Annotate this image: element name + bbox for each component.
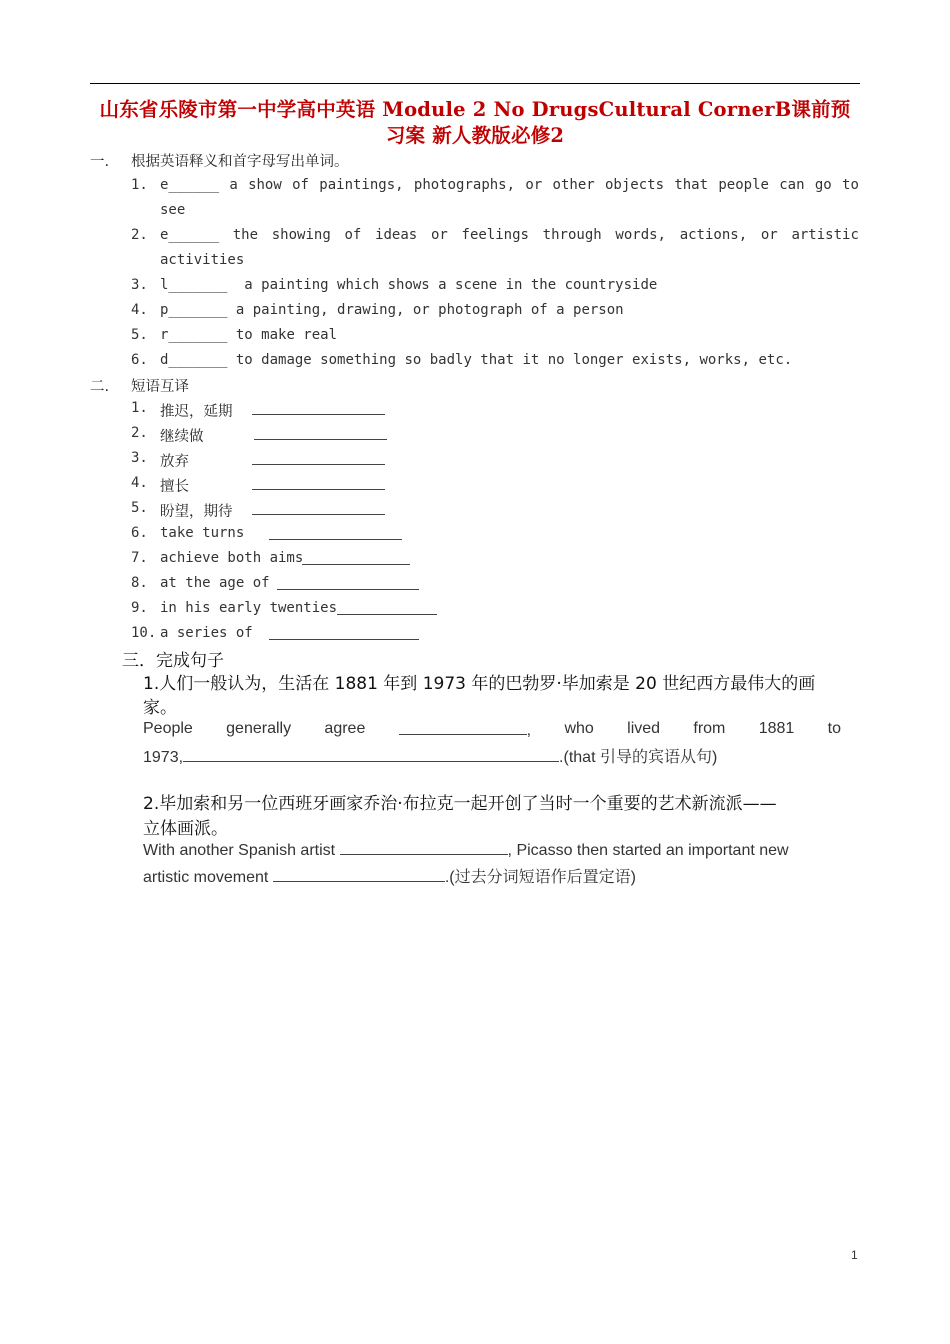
item-number: 1. bbox=[131, 177, 148, 193]
phrase-text: 擅长 bbox=[160, 479, 189, 495]
phrase-text: a series of bbox=[160, 625, 253, 641]
answer-blank bbox=[252, 450, 385, 465]
phrase-text: achieve both aims bbox=[160, 550, 304, 566]
q1-line2-start: 1973, bbox=[143, 749, 184, 766]
word: 1881 bbox=[758, 720, 795, 737]
answer-blank bbox=[252, 500, 385, 515]
vocab-blank: r_______ bbox=[160, 327, 228, 343]
q2-line1-end: , Picasso then started an important new bbox=[507, 842, 789, 859]
document-title bbox=[90, 97, 860, 149]
phrase-text: 推迟，延期 bbox=[160, 404, 233, 420]
word: who bbox=[564, 720, 594, 737]
answer-blank bbox=[399, 720, 527, 735]
vocab-blank: e______ bbox=[160, 227, 220, 243]
word: People bbox=[143, 720, 193, 737]
phrase-text: in his early twenties bbox=[160, 600, 338, 616]
answer-blank bbox=[252, 400, 385, 415]
word: lived bbox=[627, 720, 661, 737]
q2-english-line-1 bbox=[143, 840, 789, 860]
q1-chinese-line-1: 1.人们一般认为，生活在 1881 年到 1973 年的巴勃罗·毕加索是 20 世纪西方最伟大的画 bbox=[143, 674, 816, 694]
answer-blank bbox=[269, 625, 419, 640]
vocab-item-2: 2. e______ the showing of ideas or feelings through words, actions, or artistic bbox=[131, 227, 859, 243]
answer-blank bbox=[269, 525, 402, 540]
section-2-heading: 短语互译 bbox=[131, 379, 189, 395]
q2-line2-start: artistic movement bbox=[143, 869, 269, 886]
answer-blank bbox=[273, 867, 445, 882]
section-3-heading: 三．完成句子 bbox=[122, 651, 224, 671]
item-number: 9. bbox=[131, 600, 148, 616]
phrase-text: take turns bbox=[160, 525, 245, 541]
word: agree bbox=[324, 720, 366, 737]
item-number: 6. bbox=[131, 525, 148, 541]
item-number: 1. bbox=[131, 400, 148, 416]
item-number: 4. bbox=[131, 302, 148, 318]
q1-chinese-line-2: 家。 bbox=[143, 698, 177, 718]
q2-chinese-line-2: 立体画派。 bbox=[143, 819, 228, 839]
section-1-heading: 根据英语释义和首字母写出单词。 bbox=[131, 154, 349, 170]
q2-english-line-2 bbox=[143, 864, 636, 887]
vocab-definition: to make real bbox=[235, 327, 338, 343]
vocab-item-1-cont: see bbox=[160, 202, 186, 218]
page-number: 1 bbox=[851, 1248, 858, 1262]
section-1-number: 一. bbox=[90, 154, 110, 170]
q2-chinese-line-1: 2.毕加索和另一位西班牙画家乔治·布拉克一起开创了当时一个重要的艺术新流派—— bbox=[143, 794, 777, 814]
title-line-2: 习案 新人教版必修2 bbox=[385, 124, 565, 147]
item-number: 5. bbox=[131, 500, 148, 516]
item-number: 7. bbox=[131, 550, 148, 566]
vocab-blank: d_______ bbox=[160, 352, 228, 368]
phrase-text: 盼望，期待 bbox=[160, 504, 233, 520]
item-number: 3. bbox=[131, 277, 148, 293]
phrase-text: at the age of bbox=[160, 575, 270, 591]
word: to bbox=[827, 720, 841, 737]
vocab-definition: to damage something so badly that it no longer exists, works, etc. bbox=[235, 352, 793, 368]
vocab-definition: a painting which shows a scene in the countryside bbox=[244, 277, 658, 293]
vocab-blank: e______ bbox=[160, 177, 220, 193]
q1-note: .(that 引导的宾语从句) bbox=[559, 749, 718, 766]
item-number: 4. bbox=[131, 475, 148, 491]
vocab-blank: l_______ bbox=[160, 277, 228, 293]
item-number: 2. bbox=[131, 425, 148, 441]
answer-blank bbox=[254, 425, 387, 440]
answer-blank bbox=[252, 475, 385, 490]
q1-english-line-1: People generally agree , who lived from 1881 to bbox=[143, 720, 841, 739]
q2-note: .(过去分词短语作后置定语) bbox=[444, 869, 636, 886]
word: from bbox=[693, 720, 726, 737]
word: generally bbox=[226, 720, 292, 737]
vocab-item-1: 1. e______ a show of paintings, photographs, or other objects that people can go to bbox=[131, 177, 859, 193]
answer-blank bbox=[302, 550, 410, 565]
item-number: 2. bbox=[131, 227, 148, 243]
vocab-definition: a painting, drawing, or photograph of a person bbox=[235, 302, 624, 318]
answer-blank bbox=[183, 747, 559, 762]
phrase-text: 放弃 bbox=[160, 454, 189, 470]
phrase-text: 继续做 bbox=[160, 429, 204, 445]
answer-blank bbox=[340, 840, 508, 855]
title-line-1: 山东省乐陵市第一中学高中英语 Module 2 No DrugsCultural CornerB课前预 bbox=[99, 98, 851, 121]
item-number: 8. bbox=[131, 575, 148, 591]
top-rule bbox=[90, 83, 860, 84]
vocab-blank: p_______ bbox=[160, 302, 228, 318]
answer-blank bbox=[277, 575, 419, 590]
item-number: 10. bbox=[131, 625, 157, 641]
section-2-number: 二. bbox=[90, 379, 110, 395]
item-number: 5. bbox=[131, 327, 148, 343]
item-number: 3. bbox=[131, 450, 148, 466]
vocab-item-2-cont: activities bbox=[160, 252, 245, 268]
answer-blank bbox=[337, 600, 437, 615]
q1-english-line-2 bbox=[143, 744, 717, 767]
q2-line1-start: With another Spanish artist bbox=[143, 842, 336, 859]
item-number: 6. bbox=[131, 352, 148, 368]
